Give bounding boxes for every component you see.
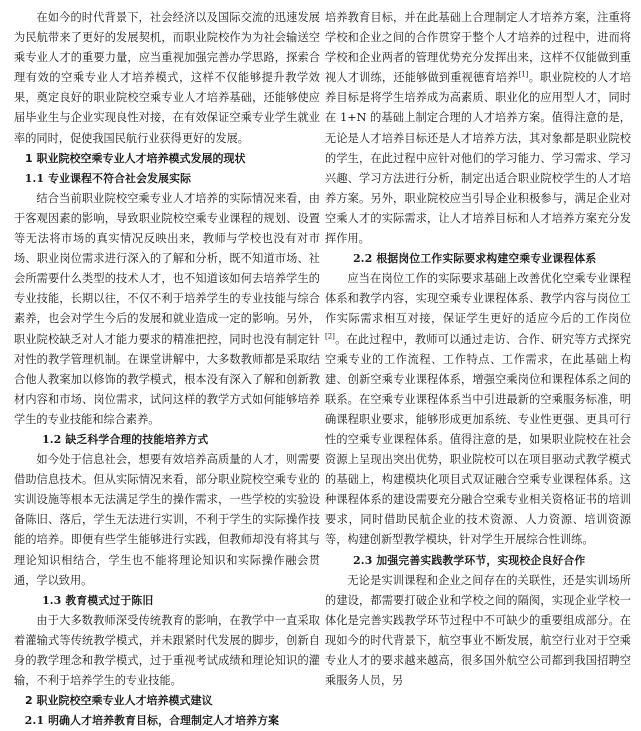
paragraph-2-2-part-b: 。在此过程中，教师可以通过走访、合作、研究等方式探究空乘专业的工作流程、工作特点、工作需求，在此基础上构建、创新空乘专业课程体系，增强空乘岗位和课程体系之间的联系。在空乘专业课程体系当中引进最新的空乘服务标准，明确课程职业要求，能够形成更加系统、专业性更强、更具可行性的空乘专业课程体系。值得注意的是，如果职业院校在社会资源上呈现出突出优势，职业院校可以在项目驱动式教学模式的基础上，构建模块化项目式双证融合空乘专业课程体系。这种课程体系的建设需要充分融合空乘专业相关资格证书的培训要求，同时借助民航企业的技术资源、人力资源、培训资源等，构建创新型教学模块，针对学生开展综合性训练。 [325,332,631,547]
citation-2: [2] [325,331,335,340]
paragraph-1-1: 结合当前职业院校空乘专业人才培养的实际情况来看，由于客观因素的影响，导致职业院校空乘专业课程的规划、设置等无法将市场的真实情况反映出来，教师与学校也没有对市场、职业岗位需求进行深入的了解和分析，既不知道市场、社会所需要什么类型的技术人才，也不知道该如何去培养学生的专业技能，长期以往，不仅不利于培养学生的专业技能与综合素养，也会对学生今后的发展和就业造成一定的影响。另外，职业院校缺乏对人才能力要求的精准把控，同时也没有制定针对性的教学管理机制。在课堂讲解中，大多数教师都是采取结合他人教案加以修饰的教学模式，根本没有深入了解和创新教材内容和市场、岗位需求，试问这样的教学方式如何能够培养学生的专业技能和综合素养。 [14,191,320,426]
paragraph-1-2: 如今处于信息社会，想要有效培养高质量的人才，则需要借助信息技术。但从实际情况来看，部分职业院校空乘专业的实训设施等根本无法满足学生的操作需求，一些学校的实验设备陈旧、落后，学生无法进行实训，不利于学生的实际操作技能的培养。即便有些学生能够进行实践，但教师却没有将其与理论知识相结合，学生也不能将理论知识和实际操作融会贯通，学以致用。 [14,453,320,587]
paragraph-2-3: 无论是实训课程和企业之间存在的关联性，还是实训场所的建设，都需要打破企业和学校之间的隔阂，实现企业学校一体化是完善实践教学环节过程中不可缺少的重要组成部分。在现如今的时代背景下，航空事业不断发展，航空行业对于空乘专业人才的要求越来越高，很多国外航空公司都到我国招聘空乘服务人员，另 [325,573,631,688]
right-column [325,8,631,691]
subsection-heading-2-1: 2.1 明确人才培养教育目标，合理制定人才培养方案 [24,714,280,728]
subsection-heading-1-3: 1.3 教育模式过于陈旧 [42,593,154,607]
subsection-heading-1-2: 1.2 缺乏科学合理的技能培养方式 [42,432,209,446]
section-heading-status: 1 职业院校空乘专业人才培养模式发展的现状 [25,151,246,165]
paragraph-1-3: 由于大多数教师深受传统教育的影响，在教学中一直采取着灌输式等传统教学模式，并未跟紧时代发展的脚步，创新自身的教学理念和教学模式，过于重视考试成绩和理论知识的灌输，不利于培养学生的专业技能。 [14,613,320,688]
subsection-heading-2-2: 2.2 根据岗位工作实际要求构建空乘专业课程体系 [353,252,597,266]
intro-paragraph: 在如今的时代背景下，社会经济以及国际交流的迅速发展为民航带来了更好的发展契机，而职业院校作为为社会输送空乘专业人才的重要力量，应当重视加强完善办学思路，探索合理有效的空乘专业人才培养模式，这样不仅能够提升教学效果，奠定良好的职业院校空乘专业人才培养基础，还能够使应届毕业生与企业实现良性对接，在有效保证空乘专业学生就业率的同时，促使我国民航行业获得更好的发展。 [14,11,320,145]
citation-1: [1] [518,70,529,79]
paragraph-2-2 [325,269,631,550]
paragraph-2-1 [325,8,631,249]
subsection-heading-1-1: 1.1 专业课程不符合社会发展实际 [24,171,192,185]
paragraph-2-2-part-a: 应当在岗位工作的实际要求基础上改善优化空乘专业课程体系和教学内容，实现空乘专业课程体系、教学内容与岗位工作实际需求相互对接，保证学生更好的适应今后的工作岗位 [325,272,631,326]
subsection-heading-2-3: 2.3 加强完善实践教学环节，实现校企良好合作 [353,553,586,567]
paragraph-2-1-part-a: 培养教育目标，并在此基础上合理制定人才培养方案，注重将学校和企业之间的合作贯穿于整个人才培养的过程中，进而将学校和企业两者的管理优势充分发挥出来，这样不仅能做到重视人才训练，还能够做到重视德育培养 [325,11,631,85]
section-heading-suggestions: 2 职业院校空乘专业人才培养模式建议 [25,694,213,708]
paragraph-2-1-part-b: 。职业院校的人才培养目标是将学生培养成为高素质、职业化的应用型人才，同时在 1+N 的基础上制定合理的人才培养方案。值得注意的是，无论是人才培养目标还是人才培养方法，其对象都是职业院校的学生，在此过程中应针对他们的学习能力、学习需求、学习兴趣、学习方法进行分析，制定出适合职业院校学生的人才培养方案。另外，职业院校应当引导企业积极参与，满足企业对空乘人才的实际需求，让人才培养目标和人才培养方案充分发挥作用。 [325,71,631,246]
left-column [14,8,320,731]
